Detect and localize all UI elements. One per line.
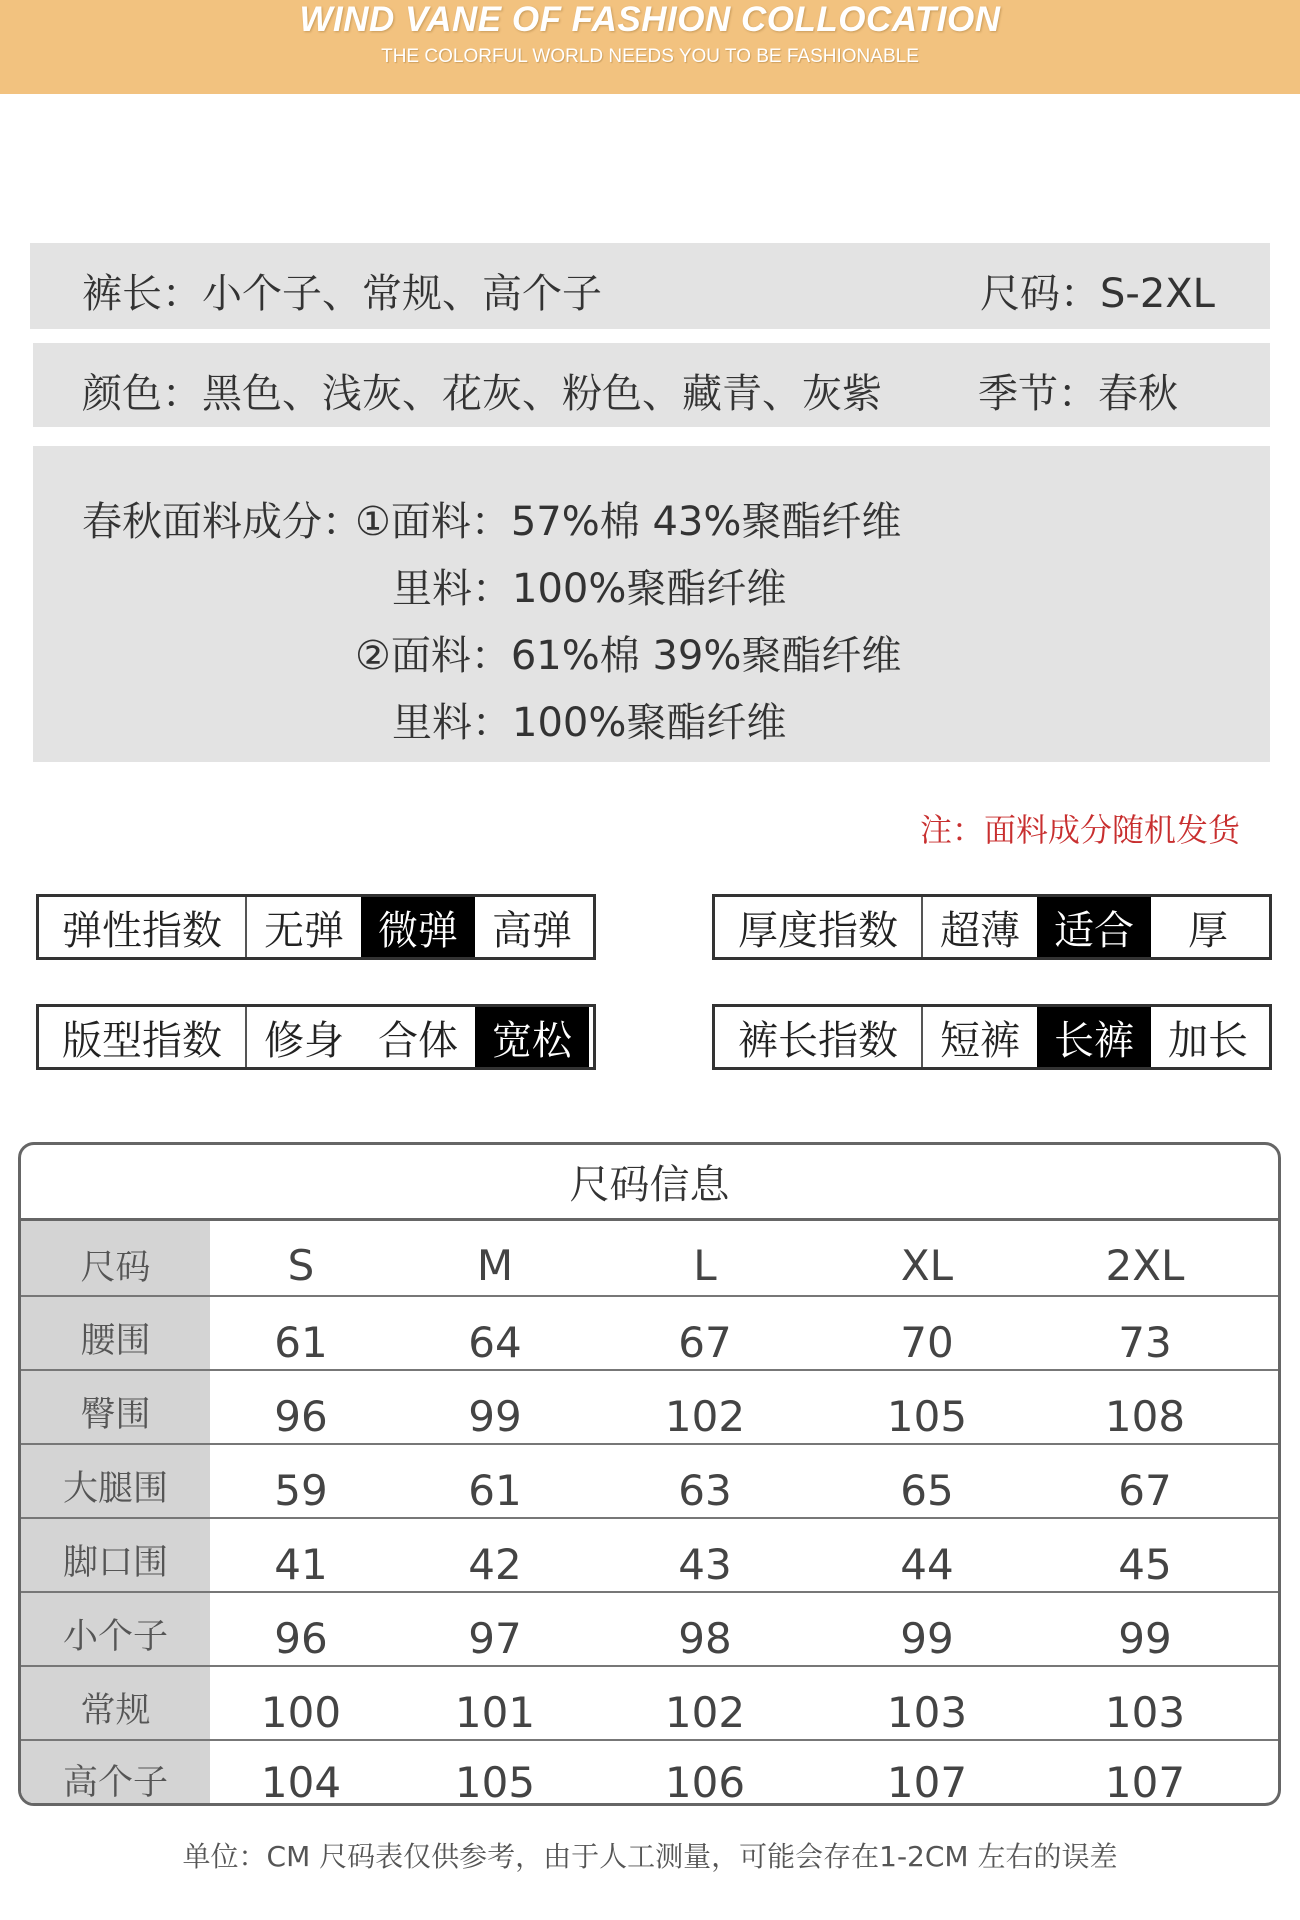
thickness-index-label: 厚度指数: [715, 897, 923, 957]
table-cell: 70: [900, 1318, 954, 1367]
size-range-text: 尺码：S-2XL: [980, 271, 1215, 317]
table-cell: 103: [1104, 1688, 1186, 1737]
row-divider: [21, 1739, 1278, 1741]
table-cell: 102: [664, 1688, 746, 1737]
row-label-tall: 高个子: [62, 1763, 168, 1803]
elasticity-option-high: 高弹: [492, 907, 572, 954]
size-header-xl: XL: [900, 1241, 954, 1290]
thickness-index: [712, 894, 1272, 960]
table-cell: 99: [900, 1614, 954, 1663]
banner-title: WIND VANE OF FASHION COLLOCATION: [299, 0, 1001, 39]
thickness-option-thin: 超薄: [940, 907, 1020, 954]
table-cell: 102: [664, 1392, 746, 1441]
row-divider: [21, 1517, 1278, 1519]
row-label-hem: 脚口围: [62, 1543, 168, 1583]
size-table: [18, 1142, 1281, 1806]
length-index-label: 裤长指数: [715, 1007, 923, 1067]
row-divider: [21, 1369, 1278, 1371]
table-cell: 44: [900, 1540, 954, 1589]
fit-option-loose: 宽松: [475, 1007, 589, 1067]
fabric-label: 春秋面料成分：: [82, 499, 362, 545]
table-cell: 103: [886, 1688, 968, 1737]
row-label-petite: 小个子: [62, 1617, 168, 1657]
measurement-disclaimer: 单位：CM 尺码表仅供参考，由于人工测量，可能会存在1-2CM 左右的误差: [182, 1840, 1118, 1873]
row-divider: [21, 1665, 1278, 1667]
table-cell: 101: [454, 1688, 536, 1737]
season-text: 季节：春秋: [978, 371, 1178, 417]
fabric-line-4: 里料：100%聚酯纤维: [392, 700, 787, 746]
size-header-label: 尺码: [80, 1248, 151, 1288]
pants-length-text: 裤长：小个子、常规、高个子: [82, 271, 602, 317]
table-cell: 61: [274, 1318, 328, 1367]
table-cell: 107: [886, 1758, 968, 1806]
banner-subtitle: THE COLORFUL WORLD NEEDS YOU TO BE FASHIONABLE: [381, 46, 919, 67]
table-cell: 96: [274, 1614, 328, 1663]
size-header-s: S: [287, 1241, 315, 1290]
elasticity-index: [36, 894, 596, 960]
table-cell: 96: [274, 1392, 328, 1441]
table-cell: 98: [678, 1614, 732, 1663]
row-divider: [21, 1295, 1278, 1297]
table-cell: 65: [900, 1466, 954, 1515]
fit-option-regular: 合体: [378, 1017, 458, 1064]
colors-text: 颜色：黑色、浅灰、花灰、粉色、藏青、灰紫: [82, 371, 882, 417]
table-cell: 108: [1104, 1392, 1186, 1441]
fit-index-label: 版型指数: [39, 1007, 247, 1067]
length-option-shorts: 短裤: [940, 1017, 1020, 1064]
table-cell: 41: [274, 1540, 328, 1589]
fit-index: [36, 1004, 596, 1070]
fit-option-slim: 修身: [264, 1017, 344, 1064]
table-cell: 99: [1118, 1614, 1172, 1663]
size-header-m: M: [476, 1241, 514, 1290]
thickness-option-moderate: 适合: [1037, 897, 1151, 957]
fabric-note: 注：面料成分随机发货: [920, 811, 1241, 849]
row-label-thigh: 大腿围: [62, 1469, 168, 1509]
table-cell: 107: [1104, 1758, 1186, 1806]
thickness-option-thick: 厚: [1188, 907, 1228, 954]
table-cell: 73: [1118, 1318, 1172, 1367]
table-cell: 45: [1118, 1540, 1172, 1589]
table-cell: 97: [468, 1614, 522, 1663]
length-index: [712, 1004, 1272, 1070]
fabric-line-1: ①面料：57%棉 43%聚酯纤维: [355, 499, 902, 545]
table-cell: 61: [468, 1466, 522, 1515]
size-table-title: 尺码信息: [21, 1145, 1278, 1221]
table-cell: 64: [468, 1318, 522, 1367]
fabric-line-2: 里料：100%聚酯纤维: [392, 566, 787, 612]
table-cell: 105: [886, 1392, 968, 1441]
table-cell: 104: [260, 1758, 342, 1806]
elasticity-option-slight: 微弹: [361, 897, 475, 957]
table-cell: 67: [678, 1318, 732, 1367]
table-cell: 100: [260, 1688, 342, 1737]
row-label-hip: 臀围: [80, 1395, 151, 1435]
table-cell: 105: [454, 1758, 536, 1806]
row-label-regular: 常规: [80, 1691, 151, 1731]
length-option-extra-long: 加长: [1168, 1017, 1248, 1064]
table-cell: 99: [468, 1392, 522, 1441]
row-divider: [21, 1443, 1278, 1445]
table-cell: 43: [678, 1540, 732, 1589]
length-option-long: 长裤: [1037, 1007, 1151, 1067]
fabric-line-3: ②面料：61%棉 39%聚酯纤维: [355, 633, 902, 679]
table-cell: 67: [1118, 1466, 1172, 1515]
elasticity-index-label: 弹性指数: [39, 897, 247, 957]
table-cell: 106: [664, 1758, 746, 1806]
top-banner: [0, 0, 1300, 94]
table-cell: 42: [468, 1540, 522, 1589]
size-header-2xl: 2XL: [1105, 1241, 1185, 1290]
row-label-waist: 腰围: [80, 1321, 151, 1361]
row-divider: [21, 1591, 1278, 1593]
table-cell: 59: [274, 1466, 328, 1515]
elasticity-option-none: 无弹: [264, 907, 344, 954]
size-header-l: L: [693, 1241, 717, 1290]
table-cell: 63: [678, 1466, 732, 1515]
